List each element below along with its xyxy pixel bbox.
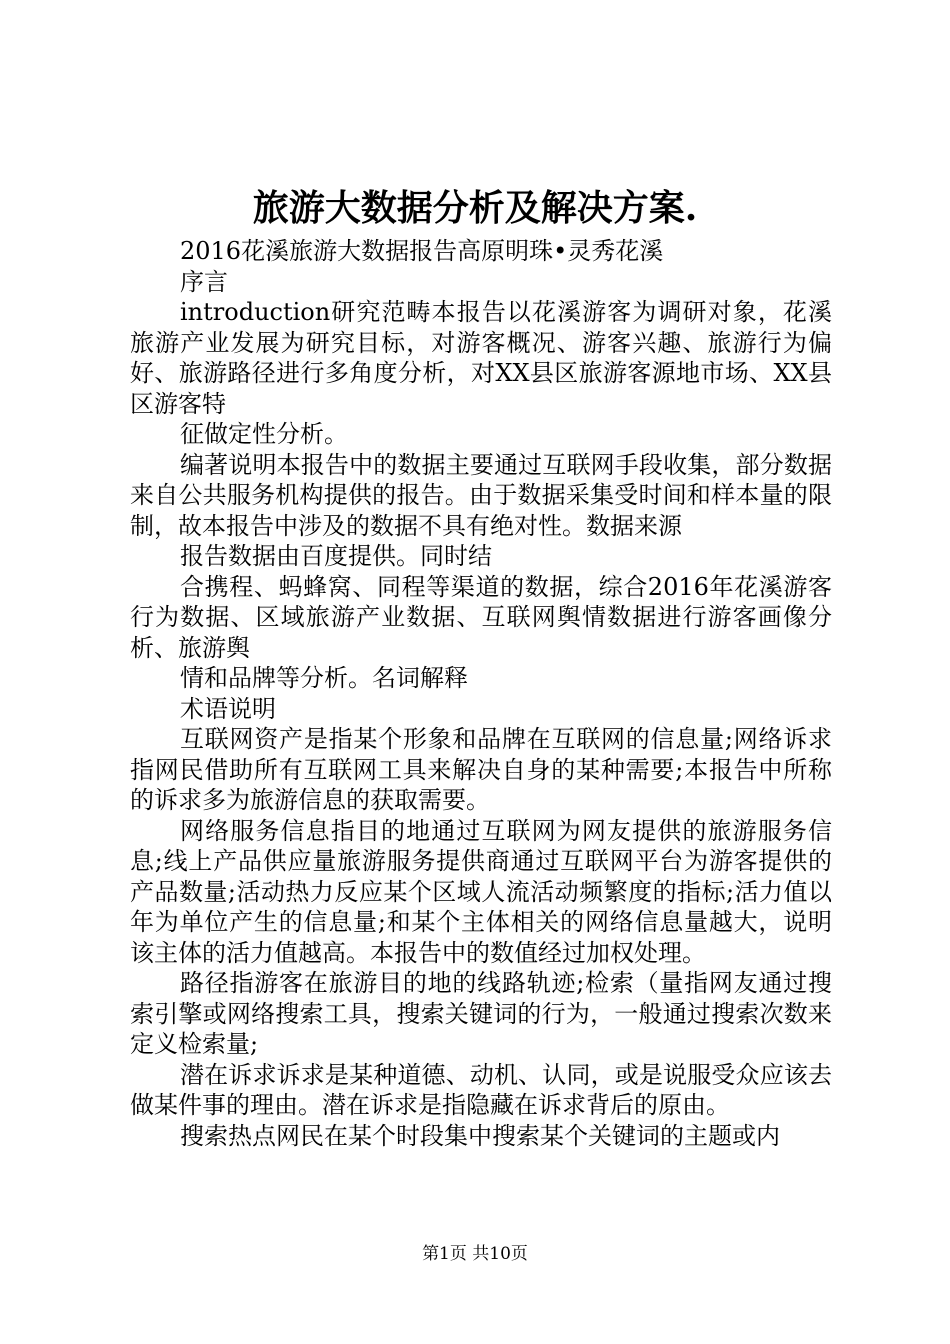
paragraph: 序言: [180, 267, 228, 296]
paragraph: 路径指游客在旅游目的地的线路轨迹;检索（量指网友通过搜索引擎或网络搜索工具，搜索关键词的行为，一般通过搜索次数来定义检索量;: [130, 969, 832, 1058]
paragraph: 合携程、蚂蜂窝、同程等渠道的数据，综合2016年花溪游客行为数据、区域旅游产业数据、互联网舆情数据进行游客画像分析、旅游舆: [130, 572, 832, 662]
paragraph: 报告数据由百度提供。同时结: [180, 542, 492, 570]
paragraph: 术语说明: [180, 694, 276, 723]
paragraph: 编著说明本报告中的数据主要通过互联网手段收集，部分数据来自公共服务机构提供的报告。由于数据采集受时间和样本量的限制，故本报告中涉及的数据不具有绝对性。数据来源: [130, 450, 832, 540]
paragraph: 网络服务信息指目的地通过互联网为网友提供的旅游服务信息;线上产品供应量旅游服务提供商通过互联网平台为游客提供的产品数量;活动热力反应某个区域人流活动频繁度的指标;活力值以年为单位产生的信息量;和某个主体相关的网络信息量越大，说明该主体的活力值越高。本报告中的数值经过加权处理。: [130, 816, 832, 967]
paragraph: 2016花溪旅游大数据报告高原明珠•灵秀花溪: [180, 237, 664, 265]
document-body: [130, 236, 832, 1151]
paragraph: 搜索热点网民在某个时段集中搜索某个关键词的主题或内: [180, 1121, 780, 1150]
paragraph: 互联网资产是指某个形象和品牌在互联网的信息量;网络诉求指网民借助所有互联网工具来解决自身的某种需要;本报告中所称的诉求多为旅游信息的获取需要。: [130, 725, 832, 814]
paragraph: 潜在诉求诉求是某种道德、动机、认同，或是说服受众应该去做某件事的理由。潜在诉求是指隐藏在诉求背后的原由。: [130, 1060, 832, 1119]
page-number-footer: 第1页 共10页: [422, 1244, 528, 1264]
paragraph: 情和品牌等分析。名词解释: [180, 664, 468, 692]
document-title: 旅游大数据分析及解决方案.: [252, 187, 698, 229]
paragraph: introduction研究范畴本报告以花溪游客为调研对象，花溪旅游产业发展为研究目标，对游客概况、游客兴趣、旅游行为偏好、旅游路径进行多角度分析，对XX县区旅游客源地市场、XX县区游客特: [130, 298, 832, 418]
paragraph: 征做定性分析。: [180, 420, 348, 448]
